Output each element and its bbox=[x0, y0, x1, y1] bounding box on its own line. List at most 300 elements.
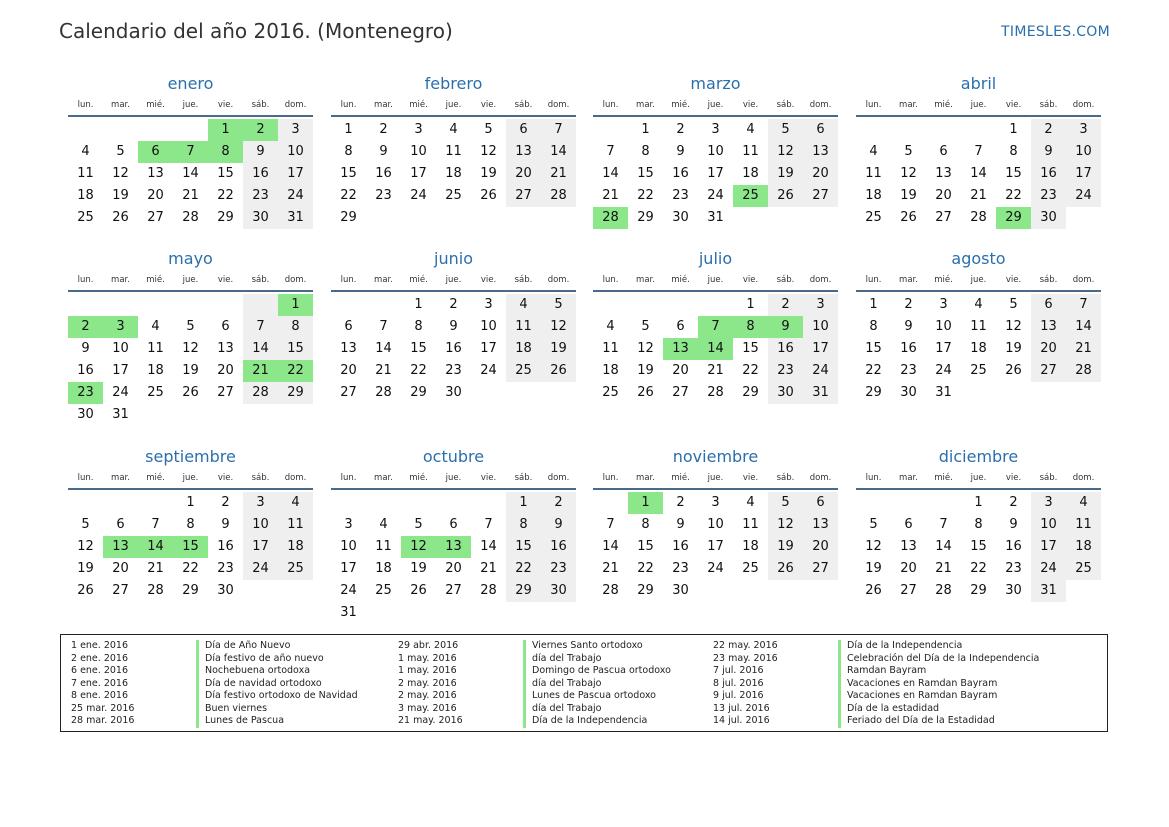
day-cell: 22 bbox=[637, 561, 654, 576]
day-cell: 22 bbox=[410, 363, 427, 378]
day-cell: 12 bbox=[768, 141, 803, 163]
day-cell: 19 bbox=[1005, 341, 1022, 356]
day-cell: 13 bbox=[103, 536, 138, 558]
day-cell: 13 bbox=[217, 341, 234, 356]
day-cell: 18 bbox=[77, 188, 94, 203]
weekday-header bbox=[331, 97, 576, 117]
empty-cell bbox=[243, 580, 278, 602]
day-cell: 19 bbox=[768, 536, 803, 558]
empty-cell bbox=[331, 492, 366, 514]
day-cell: 18 bbox=[1066, 536, 1101, 558]
day-cell: 9 bbox=[221, 517, 230, 532]
day-cell: 14 bbox=[182, 166, 199, 181]
day-cell: 31 bbox=[803, 382, 838, 404]
empty-cell bbox=[698, 294, 733, 316]
holiday-date: 8 jul. 2016 bbox=[713, 677, 764, 689]
day-cell: 7 bbox=[698, 316, 733, 338]
weekday-header bbox=[593, 470, 838, 490]
empty-cell bbox=[663, 294, 698, 316]
weekday-label: jue. bbox=[445, 275, 462, 285]
month-name: noviembre bbox=[672, 447, 759, 466]
day-cell: 3 bbox=[711, 122, 720, 137]
holiday-name: día del Trabajo bbox=[523, 678, 601, 691]
day-cell: 28 bbox=[1066, 360, 1101, 382]
holiday-date: 7 ene. 2016 bbox=[71, 677, 128, 689]
weekday-header bbox=[331, 470, 576, 490]
weekday-label: sáb. bbox=[776, 100, 795, 110]
day-cell: 23 bbox=[68, 382, 103, 404]
empty-cell bbox=[541, 207, 576, 229]
day-cell: 7 bbox=[939, 517, 948, 532]
day-cell: 22 bbox=[742, 363, 759, 378]
day-cell: 6 bbox=[1031, 294, 1066, 316]
day-cell: 3 bbox=[484, 297, 493, 312]
empty-cell bbox=[243, 294, 278, 316]
day-cell: 21 bbox=[602, 188, 619, 203]
day-cell: 17 bbox=[340, 561, 357, 576]
day-cell: 11 bbox=[742, 517, 759, 532]
day-cell: 22 bbox=[970, 561, 987, 576]
weekday-header bbox=[856, 97, 1101, 117]
weekday-label: dom. bbox=[284, 275, 307, 285]
day-cell: 12 bbox=[900, 166, 917, 181]
empty-cell bbox=[243, 404, 278, 426]
day-cell: 21 bbox=[1066, 338, 1101, 360]
empty-cell bbox=[138, 119, 173, 141]
weekday-header bbox=[68, 470, 313, 490]
day-cell: 25 bbox=[970, 363, 987, 378]
day-cell: 27 bbox=[217, 385, 234, 400]
weekday-label: lun. bbox=[77, 275, 94, 285]
weekday-label: dom. bbox=[809, 275, 832, 285]
weekday-label: mié. bbox=[671, 100, 690, 110]
day-cell: 15 bbox=[506, 536, 541, 558]
day-cell: 2 bbox=[676, 122, 685, 137]
weekday-label: lun. bbox=[865, 275, 882, 285]
day-cell: 31 bbox=[1031, 580, 1066, 602]
day-cell: 23 bbox=[217, 561, 234, 576]
holiday-date: 1 ene. 2016 bbox=[71, 640, 128, 651]
day-cell: 11 bbox=[742, 144, 759, 159]
day-cell: 26 bbox=[865, 583, 882, 598]
day-cell: 14 bbox=[935, 539, 952, 554]
day-cell: 4 bbox=[746, 495, 755, 510]
day-cell: 1 bbox=[186, 495, 195, 510]
month-mayo bbox=[68, 246, 313, 426]
day-cell: 3 bbox=[803, 294, 838, 316]
day-cell: 2 bbox=[243, 119, 278, 141]
day-cell: 9 bbox=[541, 514, 576, 536]
day-cell: 30 bbox=[1005, 583, 1022, 598]
weekday-label: mar. bbox=[374, 100, 393, 110]
weekday-label: lun. bbox=[602, 275, 619, 285]
day-cell: 9 bbox=[379, 144, 388, 159]
day-grid bbox=[593, 294, 838, 404]
day-cell: 25 bbox=[375, 583, 392, 598]
day-cell: 25 bbox=[865, 210, 882, 225]
day-cell: 18 bbox=[506, 338, 541, 360]
empty-cell bbox=[961, 119, 996, 141]
day-cell: 27 bbox=[935, 210, 952, 225]
day-cell: 21 bbox=[375, 363, 392, 378]
empty-cell bbox=[541, 382, 576, 404]
weekday-label: vie. bbox=[217, 275, 234, 285]
day-cell: 21 bbox=[243, 360, 278, 382]
empty-cell bbox=[278, 580, 313, 602]
day-cell: 8 bbox=[1009, 144, 1018, 159]
day-cell: 28 bbox=[147, 583, 164, 598]
weekday-label: sáb. bbox=[776, 275, 795, 285]
day-cell: 1 bbox=[414, 297, 423, 312]
holiday-name: Vacaciones en Ramdan Bayram bbox=[838, 678, 997, 691]
day-cell: 15 bbox=[1005, 166, 1022, 181]
weekday-label: dom. bbox=[547, 473, 570, 483]
day-cell: 13 bbox=[506, 141, 541, 163]
day-cell: 15 bbox=[637, 166, 654, 181]
day-cell: 2 bbox=[541, 492, 576, 514]
day-cell: 5 bbox=[484, 122, 493, 137]
day-cell: 28 bbox=[541, 185, 576, 207]
weekday-label: mié. bbox=[146, 100, 165, 110]
holiday-date: 2 ene. 2016 bbox=[71, 652, 128, 664]
empty-cell bbox=[803, 580, 838, 602]
weekday-label: mié. bbox=[146, 275, 165, 285]
day-cell: 3 bbox=[414, 122, 423, 137]
day-cell: 15 bbox=[865, 341, 882, 356]
weekday-label: mar. bbox=[636, 473, 655, 483]
weekday-label: dom. bbox=[547, 100, 570, 110]
day-cell: 1 bbox=[869, 297, 878, 312]
day-cell: 11 bbox=[147, 341, 164, 356]
day-cell: 21 bbox=[935, 561, 952, 576]
empty-cell bbox=[436, 207, 471, 229]
holiday-name: día del Trabajo bbox=[523, 653, 601, 666]
weekday-label: jue. bbox=[182, 473, 199, 483]
day-cell: 1 bbox=[641, 122, 650, 137]
holiday-name: Día de la Independencia bbox=[838, 640, 962, 653]
day-cell: 7 bbox=[606, 144, 615, 159]
empty-cell bbox=[278, 404, 313, 426]
weekday-label: mar. bbox=[374, 473, 393, 483]
day-cell: 9 bbox=[449, 319, 458, 334]
day-cell: 13 bbox=[1031, 316, 1066, 338]
day-cell: 2 bbox=[449, 297, 458, 312]
weekday-label: lun. bbox=[865, 100, 882, 110]
empty-cell bbox=[68, 294, 103, 316]
day-cell: 16 bbox=[445, 341, 462, 356]
day-cell: 10 bbox=[707, 144, 724, 159]
empty-cell bbox=[1066, 382, 1101, 404]
holiday-date: 14 jul. 2016 bbox=[713, 715, 770, 726]
empty-cell bbox=[471, 382, 506, 404]
empty-cell bbox=[138, 492, 173, 514]
day-cell: 30 bbox=[243, 207, 278, 229]
day-cell: 16 bbox=[672, 539, 689, 554]
weekday-header bbox=[331, 272, 576, 292]
day-cell: 3 bbox=[243, 492, 278, 514]
weekday-label: vie. bbox=[742, 275, 759, 285]
weekday-label: dom. bbox=[284, 473, 307, 483]
day-cell: 14 bbox=[138, 536, 173, 558]
day-cell: 17 bbox=[707, 166, 724, 181]
day-cell: 18 bbox=[865, 188, 882, 203]
empty-cell bbox=[926, 119, 961, 141]
weekday-label: sáb. bbox=[251, 275, 270, 285]
day-cell: 4 bbox=[81, 144, 90, 159]
month-name: septiembre bbox=[145, 447, 236, 466]
day-cell: 21 bbox=[541, 163, 576, 185]
day-cell: 6 bbox=[904, 517, 913, 532]
day-cell: 5 bbox=[81, 517, 90, 532]
brand-logo-text[interactable]: TIMESLES.COM bbox=[1001, 24, 1110, 40]
empty-cell bbox=[506, 207, 541, 229]
month-name: agosto bbox=[951, 249, 1006, 268]
weekday-label: vie. bbox=[480, 275, 497, 285]
day-cell: 27 bbox=[803, 558, 838, 580]
month-name: mayo bbox=[168, 249, 213, 268]
day-cell: 11 bbox=[77, 166, 94, 181]
day-cell: 12 bbox=[1005, 319, 1022, 334]
day-cell: 25 bbox=[602, 385, 619, 400]
month-enero bbox=[68, 71, 313, 229]
day-cell: 14 bbox=[970, 166, 987, 181]
day-cell: 7 bbox=[173, 141, 208, 163]
day-cell: 3 bbox=[711, 495, 720, 510]
empty-cell bbox=[768, 580, 803, 602]
holiday-date: 7 jul. 2016 bbox=[713, 665, 764, 676]
weekday-label: jue. bbox=[970, 100, 987, 110]
month-marzo bbox=[593, 71, 838, 229]
day-cell: 21 bbox=[147, 561, 164, 576]
day-cell: 10 bbox=[340, 539, 357, 554]
day-cell: 13 bbox=[803, 514, 838, 536]
weekday-label: mié. bbox=[671, 275, 690, 285]
day-cell: 26 bbox=[480, 188, 497, 203]
day-cell: 15 bbox=[410, 341, 427, 356]
day-cell: 12 bbox=[182, 341, 199, 356]
weekday-label: mié. bbox=[671, 473, 690, 483]
empty-cell bbox=[208, 294, 243, 316]
day-cell: 1 bbox=[506, 492, 541, 514]
day-cell: 23 bbox=[672, 561, 689, 576]
day-cell: 17 bbox=[803, 338, 838, 360]
day-cell: 14 bbox=[602, 539, 619, 554]
holiday-name: Día de Año Nuevo bbox=[196, 640, 290, 653]
month-abril bbox=[856, 71, 1101, 229]
holiday-entry bbox=[71, 715, 391, 728]
day-cell: 29 bbox=[865, 385, 882, 400]
day-cell: 6 bbox=[803, 119, 838, 141]
day-cell: 14 bbox=[243, 338, 278, 360]
weekday-label: jue. bbox=[970, 473, 987, 483]
holiday-name: Domingo de Pascua ortodoxo bbox=[523, 665, 671, 678]
day-cell: 17 bbox=[707, 539, 724, 554]
empty-cell bbox=[471, 207, 506, 229]
day-cell: 19 bbox=[410, 561, 427, 576]
day-cell: 23 bbox=[672, 188, 689, 203]
holiday-list bbox=[60, 634, 1108, 732]
weekday-label: mar. bbox=[899, 275, 918, 285]
weekday-label: vie. bbox=[742, 100, 759, 110]
weekday-label: jue. bbox=[445, 473, 462, 483]
day-cell: 24 bbox=[707, 561, 724, 576]
empty-cell bbox=[593, 294, 628, 316]
empty-cell bbox=[138, 404, 173, 426]
day-cell: 8 bbox=[186, 517, 195, 532]
day-cell: 9 bbox=[1031, 141, 1066, 163]
empty-cell bbox=[733, 207, 768, 229]
weekday-label: dom. bbox=[547, 275, 570, 285]
day-cell: 3 bbox=[939, 297, 948, 312]
day-cell: 9 bbox=[768, 316, 803, 338]
weekday-header bbox=[593, 97, 838, 117]
day-cell: 29 bbox=[340, 210, 357, 225]
day-cell: 20 bbox=[803, 163, 838, 185]
holiday-date: 29 abr. 2016 bbox=[398, 640, 459, 651]
weekday-label: vie. bbox=[1005, 473, 1022, 483]
day-cell: 29 bbox=[637, 583, 654, 598]
holiday-date: 2 may. 2016 bbox=[398, 677, 457, 689]
day-cell: 13 bbox=[436, 536, 471, 558]
month-octubre bbox=[331, 444, 576, 624]
day-cell: 7 bbox=[151, 517, 160, 532]
day-cell: 10 bbox=[480, 319, 497, 334]
weekday-label: sáb. bbox=[514, 275, 533, 285]
day-cell: 16 bbox=[768, 338, 803, 360]
day-cell: 14 bbox=[602, 166, 619, 181]
day-cell: 23 bbox=[375, 188, 392, 203]
weekday-label: jue. bbox=[970, 275, 987, 285]
day-cell: 21 bbox=[970, 188, 987, 203]
weekday-label: mié. bbox=[146, 473, 165, 483]
day-cell: 12 bbox=[480, 144, 497, 159]
holiday-date: 2 may. 2016 bbox=[398, 690, 457, 701]
holiday-date: 6 ene. 2016 bbox=[71, 665, 128, 676]
day-cell: 31 bbox=[112, 407, 129, 422]
weekday-label: sáb. bbox=[514, 473, 533, 483]
empty-cell bbox=[68, 119, 103, 141]
day-cell: 19 bbox=[112, 188, 129, 203]
day-cell: 24 bbox=[935, 363, 952, 378]
day-cell: 22 bbox=[182, 561, 199, 576]
day-cell: 10 bbox=[935, 319, 952, 334]
weekday-label: mié. bbox=[934, 100, 953, 110]
day-cell: 4 bbox=[1066, 492, 1101, 514]
day-cell: 20 bbox=[217, 363, 234, 378]
day-cell: 19 bbox=[541, 338, 576, 360]
empty-cell bbox=[366, 492, 401, 514]
day-cell: 27 bbox=[672, 385, 689, 400]
holiday-entry bbox=[713, 678, 1093, 691]
day-cell: 12 bbox=[112, 166, 129, 181]
day-cell: 22 bbox=[217, 188, 234, 203]
empty-cell bbox=[173, 119, 208, 141]
weekday-label: sáb. bbox=[776, 473, 795, 483]
holiday-column bbox=[398, 640, 718, 728]
weekday-label: vie. bbox=[480, 473, 497, 483]
day-cell: 25 bbox=[445, 188, 462, 203]
day-cell: 29 bbox=[410, 385, 427, 400]
empty-cell bbox=[593, 119, 628, 141]
day-cell: 23 bbox=[1005, 561, 1022, 576]
weekday-label: vie. bbox=[1005, 275, 1022, 285]
empty-cell bbox=[733, 580, 768, 602]
day-cell: 6 bbox=[449, 517, 458, 532]
empty-cell bbox=[961, 382, 996, 404]
weekday-label: mié. bbox=[409, 275, 428, 285]
day-cell: 2 bbox=[1009, 495, 1018, 510]
weekday-label: mié. bbox=[934, 473, 953, 483]
day-grid bbox=[331, 119, 576, 229]
day-cell: 22 bbox=[637, 188, 654, 203]
empty-cell bbox=[68, 492, 103, 514]
day-cell: 8 bbox=[344, 144, 353, 159]
weekday-label: lun. bbox=[77, 473, 94, 483]
day-cell: 2 bbox=[221, 495, 230, 510]
empty-cell bbox=[401, 492, 436, 514]
day-cell: 10 bbox=[278, 141, 313, 163]
holiday-name: Día de la Independencia bbox=[523, 715, 647, 728]
day-cell: 30 bbox=[1031, 207, 1066, 229]
weekday-label: mar. bbox=[111, 100, 130, 110]
weekday-label: dom. bbox=[809, 100, 832, 110]
holiday-entry bbox=[398, 690, 718, 703]
day-cell: 30 bbox=[77, 407, 94, 422]
day-cell: 26 bbox=[1005, 363, 1022, 378]
day-cell: 23 bbox=[1031, 185, 1066, 207]
day-cell: 13 bbox=[803, 141, 838, 163]
month-name: julio bbox=[698, 249, 733, 268]
day-cell: 12 bbox=[401, 536, 436, 558]
day-cell: 28 bbox=[970, 210, 987, 225]
day-cell: 1 bbox=[278, 294, 313, 316]
day-grid bbox=[331, 294, 576, 404]
month-julio bbox=[593, 246, 838, 404]
day-cell: 26 bbox=[768, 185, 803, 207]
weekday-label: dom. bbox=[809, 473, 832, 483]
day-grid bbox=[68, 294, 313, 426]
empty-cell bbox=[768, 207, 803, 229]
day-cell: 28 bbox=[243, 382, 278, 404]
empty-cell bbox=[506, 382, 541, 404]
weekday-label: jue. bbox=[182, 100, 199, 110]
day-cell: 16 bbox=[243, 163, 278, 185]
day-cell: 10 bbox=[803, 316, 838, 338]
day-cell: 7 bbox=[974, 144, 983, 159]
day-cell: 8 bbox=[208, 141, 243, 163]
holiday-date: 22 may. 2016 bbox=[713, 640, 778, 651]
day-cell: 1 bbox=[746, 297, 755, 312]
day-cell: 8 bbox=[869, 319, 878, 334]
empty-cell bbox=[401, 207, 436, 229]
day-cell: 24 bbox=[243, 558, 278, 580]
weekday-header bbox=[68, 97, 313, 117]
day-cell: 2 bbox=[676, 495, 685, 510]
day-cell: 3 bbox=[278, 119, 313, 141]
day-cell: 23 bbox=[541, 558, 576, 580]
day-cell: 6 bbox=[676, 319, 685, 334]
day-cell: 10 bbox=[243, 514, 278, 536]
holiday-entry bbox=[71, 640, 391, 653]
weekday-label: mar. bbox=[899, 473, 918, 483]
holiday-name: Vacaciones en Ramdan Bayram bbox=[838, 690, 997, 703]
day-cell: 28 bbox=[602, 583, 619, 598]
day-cell: 17 bbox=[112, 363, 129, 378]
day-cell: 15 bbox=[340, 166, 357, 181]
month-name: octubre bbox=[422, 447, 485, 466]
day-cell: 18 bbox=[147, 363, 164, 378]
day-cell: 25 bbox=[278, 558, 313, 580]
